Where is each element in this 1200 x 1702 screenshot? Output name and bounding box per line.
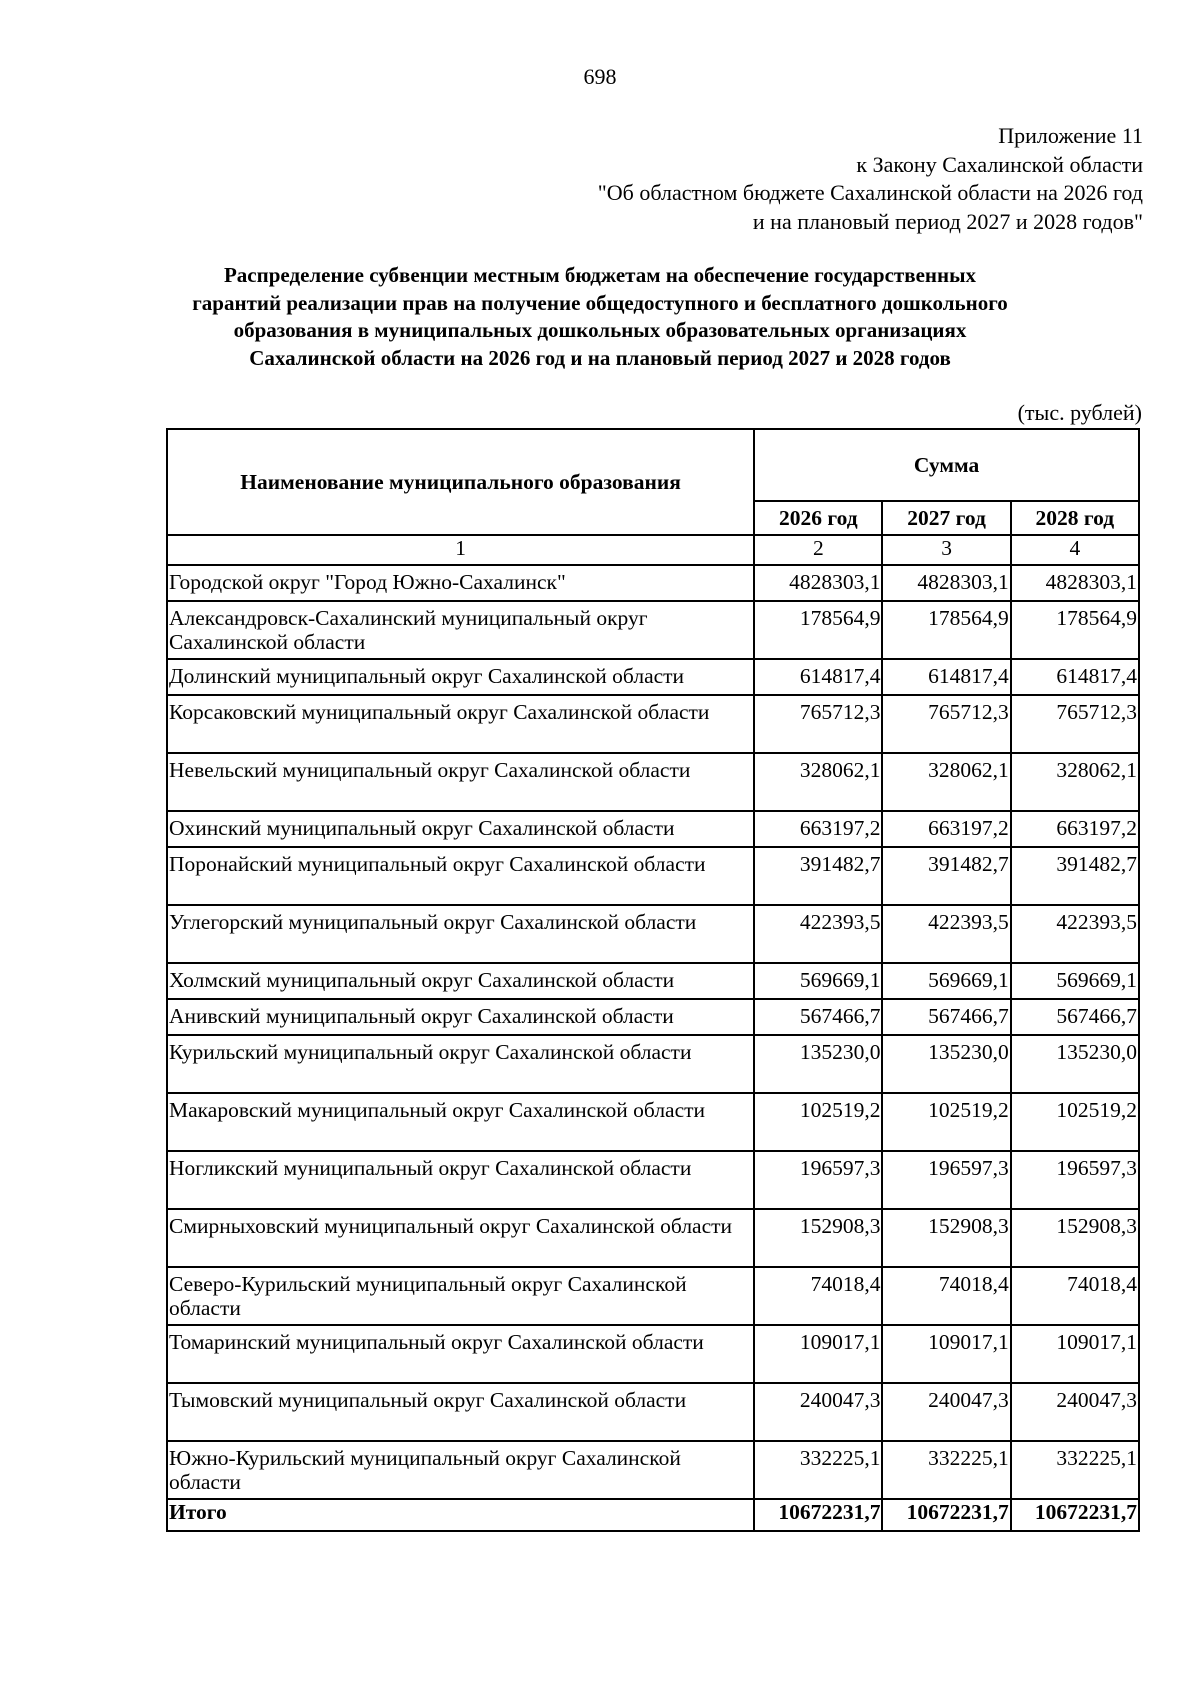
amount-2027: 569669,1 [882, 963, 1010, 999]
amount-2027: 178564,9 [882, 601, 1010, 659]
amount-2026: 391482,7 [754, 847, 882, 905]
municipality-name: Углегорский муниципальный округ Сахалинской области [167, 905, 754, 963]
amount-2028: 109017,1 [1011, 1325, 1139, 1383]
total-2026: 10672231,7 [754, 1499, 882, 1531]
amount-2027: 663197,2 [882, 811, 1010, 847]
total-2028: 10672231,7 [1011, 1499, 1139, 1531]
amount-2027: 109017,1 [882, 1325, 1010, 1383]
amount-2027: 614817,4 [882, 659, 1010, 695]
municipality-name: Южно-Курильский муниципальный округ Сахалинской области [167, 1441, 754, 1499]
amount-2026: 178564,9 [754, 601, 882, 659]
amount-2026: 109017,1 [754, 1325, 882, 1383]
municipality-name: Томаринский муниципальный округ Сахалинской области [167, 1325, 754, 1383]
municipality-name: Невельский муниципальный округ Сахалинской области [167, 753, 754, 811]
amount-2027: 102519,2 [882, 1093, 1010, 1151]
amount-2027: 74018,4 [882, 1267, 1010, 1325]
amount-2028: 74018,4 [1011, 1267, 1139, 1325]
amount-2027: 4828303,1 [882, 565, 1010, 601]
amount-2027: 196597,3 [882, 1151, 1010, 1209]
amount-2026: 240047,3 [754, 1383, 882, 1441]
page-number: 698 [583, 64, 617, 89]
table-row [167, 1151, 1139, 1209]
appendix-header [598, 122, 1143, 236]
table-body [167, 565, 1139, 1531]
amount-2026: 332225,1 [754, 1441, 882, 1499]
total-label: Итого [167, 1499, 754, 1531]
municipality-name: Ногликский муниципальный округ Сахалинской области [167, 1151, 754, 1209]
subvention-table [166, 428, 1140, 1532]
document-title [150, 262, 1050, 372]
amount-2028: 567466,7 [1011, 999, 1139, 1035]
municipality-name: Поронайский муниципальный округ Сахалинской области [167, 847, 754, 905]
table-row [167, 1383, 1139, 1441]
municipality-name: Александровск-Сахалинский муниципальный округ Сахалинской области [167, 601, 754, 659]
appendix-line-3: "Об областном бюджете Сахалинской области на 2026 год [597, 180, 1143, 205]
amount-2026: 567466,7 [754, 999, 882, 1035]
amount-2028: 422393,5 [1011, 905, 1139, 963]
table-row [167, 999, 1139, 1035]
amount-2026: 102519,2 [754, 1093, 882, 1151]
amount-2028: 391482,7 [1011, 847, 1139, 905]
table-row [167, 565, 1139, 601]
municipality-name: Курильский муниципальный округ Сахалинской области [167, 1035, 754, 1093]
amount-2028: 240047,3 [1011, 1383, 1139, 1441]
amount-2026: 196597,3 [754, 1151, 882, 1209]
appendix-line-1: Приложение 11 [998, 123, 1143, 148]
table-row [167, 963, 1139, 999]
municipality-name: Тымовский муниципальный округ Сахалинской области [167, 1383, 754, 1441]
column-number: 4 [1011, 535, 1139, 565]
municipality-name: Смирныховский муниципальный округ Сахалинской области [167, 1209, 754, 1267]
amount-2027: 332225,1 [882, 1441, 1010, 1499]
column-number: 3 [882, 535, 1010, 565]
total-2027: 10672231,7 [882, 1499, 1010, 1531]
amount-2028: 569669,1 [1011, 963, 1139, 999]
amount-2028: 135230,0 [1011, 1035, 1139, 1093]
municipality-name: Городской округ "Город Южно-Сахалинск" [167, 565, 754, 601]
title-line-2: гарантий реализации прав на получение общедоступного и бесплатного дошкольного [192, 290, 1008, 315]
amount-2026: 569669,1 [754, 963, 882, 999]
amount-2027: 391482,7 [882, 847, 1010, 905]
amount-2027: 240047,3 [882, 1383, 1010, 1441]
amount-2028: 614817,4 [1011, 659, 1139, 695]
total-row [167, 1499, 1139, 1531]
title-line-4: Сахалинской области на 2026 год и на плановый период 2027 и 2028 годов [249, 345, 951, 370]
table-row [167, 1093, 1139, 1151]
units-label: (тыс. рублей) [1017, 400, 1142, 425]
title-line-1: Распределение субвенции местным бюджетам на обеспечение государственных [223, 263, 977, 287]
table-row [167, 847, 1139, 905]
appendix-line-4: и на плановый период 2027 и 2028 годов" [752, 208, 1143, 234]
table-row [167, 695, 1139, 753]
amount-2027: 567466,7 [882, 999, 1010, 1035]
amount-2028: 4828303,1 [1011, 565, 1139, 601]
municipality-name: Холмский муниципальный округ Сахалинской области [167, 963, 754, 999]
header-year-2026: 2026 год [754, 501, 882, 535]
amount-2027: 152908,3 [882, 1209, 1010, 1267]
table-row [167, 1209, 1139, 1267]
table-row [167, 1325, 1139, 1383]
title-line-3: образования в муниципальных дошкольных образовательных организациях [233, 318, 967, 342]
amount-2027: 328062,1 [882, 753, 1010, 811]
table-row [167, 1267, 1139, 1325]
amount-2027: 422393,5 [882, 905, 1010, 963]
header-year-2027: 2027 год [882, 501, 1010, 535]
municipality-name: Северо-Курильский муниципальный округ Сахалинской области [167, 1267, 754, 1325]
amount-2026: 614817,4 [754, 659, 882, 695]
amount-2028: 663197,2 [1011, 811, 1139, 847]
municipality-name: Макаровский муниципальный округ Сахалинской области [167, 1093, 754, 1151]
column-number: 1 [167, 535, 754, 565]
table-row [167, 1035, 1139, 1093]
amount-2028: 152908,3 [1011, 1209, 1139, 1267]
table-row [167, 811, 1139, 847]
amount-2028: 765712,3 [1011, 695, 1139, 753]
amount-2028: 102519,2 [1011, 1093, 1139, 1151]
municipality-name: Корсаковский муниципальный округ Сахалинской области [167, 695, 754, 753]
table-row [167, 659, 1139, 695]
amount-2028: 178564,9 [1011, 601, 1139, 659]
amount-2026: 152908,3 [754, 1209, 882, 1267]
column-number: 2 [754, 535, 882, 565]
amount-2026: 422393,5 [754, 905, 882, 963]
municipality-name: Охинский муниципальный округ Сахалинской области [167, 811, 754, 847]
amount-2028: 332225,1 [1011, 1441, 1139, 1499]
appendix-line-2: к Закону Сахалинской области [856, 151, 1143, 177]
municipality-name: Анивский муниципальный округ Сахалинской области [167, 999, 754, 1035]
amount-2027: 765712,3 [882, 695, 1010, 753]
amount-2028: 196597,3 [1011, 1151, 1139, 1209]
amount-2026: 765712,3 [754, 695, 882, 753]
amount-2026: 4828303,1 [754, 565, 882, 601]
amount-2026: 74018,4 [754, 1267, 882, 1325]
table-row [167, 753, 1139, 811]
amount-2028: 328062,1 [1011, 753, 1139, 811]
amount-2026: 663197,2 [754, 811, 882, 847]
header-year-2028: 2028 год [1011, 501, 1139, 535]
amount-2026: 328062,1 [754, 753, 882, 811]
amount-2026: 135230,0 [754, 1035, 882, 1093]
header-sum: Сумма [754, 429, 1139, 501]
header-municipality: Наименование муниципального образования [167, 429, 754, 535]
table-row [167, 601, 1139, 659]
municipality-name: Долинский муниципальный округ Сахалинской области [167, 659, 754, 695]
amount-2027: 135230,0 [882, 1035, 1010, 1093]
table-row [167, 905, 1139, 963]
table-row [167, 1441, 1139, 1499]
